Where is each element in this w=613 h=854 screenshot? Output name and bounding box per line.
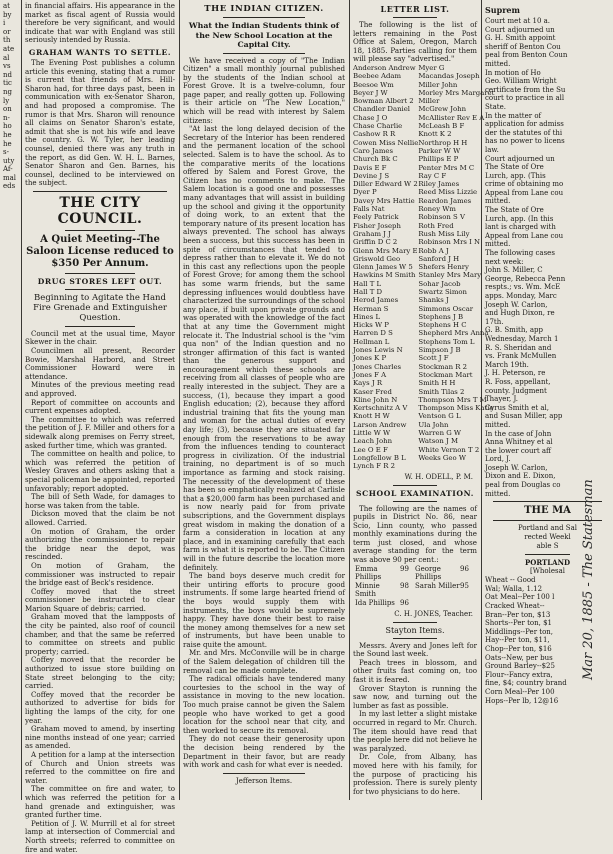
letter-name: Cowen Miss Nellie [353, 138, 419, 147]
cut-off-text-fragment: eds [3, 182, 16, 191]
market-subheading-line: able S [536, 542, 559, 551]
names-left-list [353, 64, 418, 471]
wholesale-heading: [Wholesal [529, 567, 566, 576]
letter-name: Robinson Mrs I N [418, 238, 481, 247]
letter-name: Ray C F [418, 171, 447, 180]
stayton-paragraph: Peach trees in blossom, and other fruits fast coming on, too fast it is feared. [353, 657, 477, 685]
court-proceedings-line: county. Judgment [485, 386, 547, 395]
russia-paragraph: in financial affairs. His appearance in the market as fiscal agent of Russia would therefore be very significant, and would indicate that war with England was still seriously intended by Russia. [25, 1, 175, 45]
letter-name: Robb A J [418, 246, 449, 255]
cut-off-text-fragment: he [3, 139, 12, 148]
letter-name: Swartz Simon [418, 287, 467, 296]
letter-name: McAllister Rev E A [418, 113, 485, 122]
letter-name: Stanley Mrs Mary [418, 271, 482, 280]
letter-name: Griffin D C 2 [353, 238, 398, 247]
pupil-score: 95 [460, 581, 469, 590]
court-proceedings-line: The following cases [485, 249, 555, 258]
council-minute-paragraph: Graham moved that the lampposts of the city be painted, also roof of council chamber, and that the same be referred to committee on streets and public property; carried. [25, 612, 175, 656]
court-proceedings-line: certificate from the Su [485, 85, 566, 94]
council-minute-paragraph: On motion of Graham, the commissioner was instructed to repair the bridge east of Beck's residence. [25, 560, 175, 588]
letter-name: Sanford J H [418, 254, 460, 263]
article-paragraph: "At last the long delayed decision of the Secretary of the Interior has been rendered and the permanent location of the school selected. Salem is to have the school. As to the comparative merits of the locations offered by Salem and Forest Grove, the Citizen has no comments to make. The Salem location is a good one and possesses many advantages that will assist in building up the school and giving it the opportunity of doing work, to an extent that the temporary nature of its present location has always prevented. The school has always been a success, but this success has been in spite of circumstances that tended to depress rather than to elevate it. We do not in this cast any reflections upon the people of Forest Grove; for among them the school has some warm friends, but the same depressing influences would doubtless have characterized the surroundings of the school any place, if built upon private grounds and was operated with the knowledge of the fact that at any time the Government might relocate it. The Industrial school is the "vim qua non" of the Indian question and no stronger affirmation of this fact is wanted than the generous support and encouragement which these schools are receiving from all classes of people who are really interested in the subject. They are a success, (1), because they impart a good English education; (2), because they afford industrial training that fits the young man and woman for the actual duties of every day life; (3), because they are situated far enough from the reservations to be away from the influences tending to counteract progress in civilization. Of the industrial training, no department is of so much importance as farming and stock raising. The necessity of the development of these has been so emphatically realized at Carlisle that a $20,000 farm has been purchased and is now nearly paid for from private subscriptions, and the Government displays great wisdom in making the donation of a farm a consideration in location at any place, and in examining carefully that each farm is what it is reported to be. The Citizen will in the future describe the location more definitely. [183, 124, 345, 572]
court-proceedings-line: and Hugh Dixon, re [485, 309, 555, 318]
indian-citizen-column [180, 0, 348, 800]
letter-name: Kaser Fred [353, 387, 392, 396]
price-line: Flour--Fancy extra, [485, 670, 553, 679]
council-minutes [25, 330, 175, 854]
letter-name: Little W W [353, 429, 391, 438]
divider [65, 326, 135, 327]
divider [33, 191, 167, 192]
portland-heading: PORTLAND [524, 558, 571, 568]
court-proceedings-line: Appeal from Lane cou [485, 231, 564, 240]
letter-name: Phillips E P [418, 155, 459, 164]
letter-name: Graham J J [353, 229, 391, 238]
letter-name: Beesoe Wm [353, 80, 394, 89]
letter-name: McLeash B F [418, 122, 465, 131]
court-proceedings-line: George, Rebecca Penn [485, 274, 566, 283]
price-line: Hops--Per lb, 12@16 [485, 696, 559, 705]
letter-name: Kertschnitz A V [353, 404, 408, 413]
pupil-row [353, 599, 477, 608]
cut-off-text-fragment: uty [3, 156, 15, 165]
pupil-name: Sarah Miller [415, 581, 460, 590]
letter-name: Davis E F [353, 163, 387, 172]
stayton-paragraph: Dr. Cole, from Albany, has moved here with his family, for the purpose of practicing his profession. There is surely plenty for two physicians to do here. [353, 752, 477, 796]
cut-off-text-fragment: i [3, 19, 6, 28]
letter-name: Lynch F R 2 [353, 462, 396, 471]
price-line: Shorts--Per ton, $1 [485, 619, 553, 628]
court-proceedings-line: mitted. [485, 240, 511, 249]
court-proceedings-line: Lurch, app. (In this [485, 214, 554, 223]
left-edge-column [0, 0, 22, 800]
court-proceedings-line: mitted. [485, 197, 511, 206]
letter-name: Chase J O [353, 113, 388, 122]
council-column [22, 0, 178, 854]
pupil-name: George Phillips [415, 564, 442, 582]
council-minute-paragraph: Petition of J. W. Murrill et al for street lamp at intersection of Commercial and North streets; referred to committee on fire and water. [25, 818, 175, 854]
cut-off-text-fragment: al [3, 53, 10, 62]
letter-name: Feely Patrick [353, 213, 399, 222]
letter-name: Stephens J B [418, 312, 464, 321]
cut-off-text-fragment: ng [3, 87, 12, 96]
court-proceedings-line: crime of obtaining mo [485, 180, 564, 189]
letter-name: Roth Fred [418, 221, 454, 230]
letter-name: Scott J F [418, 354, 449, 363]
letter-name: Devine J S [353, 171, 390, 180]
pupil-name: Minnie Smith [355, 581, 380, 599]
letter-name: Jones F A [353, 370, 387, 379]
graham-heading: GRAHAM WANTS TO SETTLE. [28, 47, 172, 57]
letter-name: Dyer P [353, 188, 377, 197]
letter-name: Kline John N [353, 395, 398, 404]
court-proceedings-line: mitted. [485, 59, 511, 68]
pupil-name [415, 599, 460, 608]
letter-name: Cashow R R [353, 130, 396, 139]
article-paragraph: The radical officials have tendered many courtesies to the school in the way of assistance in moving to the new location. Too much praise cannot be given the Salem people who have worked to get a good location for the school near that city, and then worked to secure its removal. [183, 674, 345, 735]
letter-name: Hall T L [353, 279, 382, 288]
letter-name: Harren D S [353, 329, 393, 338]
cut-off-text-fragment: tic [3, 79, 12, 88]
council-minute-paragraph: Councilmen all present, Recorder Bowie, Marshal Harbord, and Street Commissioner Howard were in attendance. [25, 346, 175, 381]
letter-name: Hicks W P [353, 321, 389, 330]
court-proceedings-line: has no power to licens [485, 137, 565, 146]
letter-name: Larson Andrew [353, 420, 407, 429]
court-proceedings-line: Lurch, app. (This [485, 171, 546, 180]
divider [393, 17, 437, 18]
supreme-court-title: Suprem [485, 5, 520, 15]
stayton-paragraph: In my last letter a slight mistake occurred in regard to Mr. Church. The item should have read that the people here did not believe he was paralyzed. [353, 709, 477, 753]
pupil-score [460, 599, 475, 608]
letter-name: White Vernon T 2 [418, 445, 480, 454]
cut-off-text-fragment: ly [3, 96, 10, 105]
letter-name: Watson J M [418, 437, 459, 446]
article-paragraph: We have received a copy of "The Indian Citizen" a small monthly journal published by the students of the Indian school at Forest Grove. It is a twelve-column, four page paper, and really gotten up. Following is their article on "The New Location," which will be read with interest by Salem citizens: [183, 55, 345, 125]
divider [223, 773, 305, 774]
letter-name: Robinson S V [418, 213, 465, 222]
court-proceedings-line: In the matter of [485, 111, 542, 120]
court-proceedings-line: court to practice in all [485, 94, 565, 103]
court-proceedings-line: lant is charged with [485, 223, 556, 232]
court-proceedings-line: Thayer, J. [485, 395, 518, 404]
divider [65, 230, 135, 231]
letter-name: Northrop H H [418, 138, 468, 147]
letter-name: Ula John [418, 420, 449, 429]
divider [393, 638, 437, 639]
cut-off-text-fragment: at [3, 2, 10, 10]
court-proceedings-line: Court adjourned un [485, 25, 555, 34]
letter-name: Hall T D [353, 287, 383, 296]
article-paragraph: They do not cease their generosity upon the decision being rendered by the Department in their favor, but are ready with work and cash for what ever is needed. [183, 734, 345, 770]
letter-name: Simmons Oscar [418, 304, 474, 313]
letter-name: Reed Miss Lizzie [418, 188, 478, 197]
letter-name: Rush Miss Lily [418, 229, 470, 238]
price-line: Chop--Per ton, $16 [485, 645, 552, 653]
court-proceedings-line: application for admiss [485, 120, 564, 129]
letter-name: Parker W W [418, 146, 461, 155]
price-line: Middlings--Per ton, [485, 627, 554, 636]
letter-name: Warren G W [418, 429, 462, 438]
letter-name: Kays J R [353, 379, 383, 388]
graham-paragraph: The Evening Post publishes a column article this evening, stating that a rumor is current that friends of Mrs. Hill-Sharon had, for three days past, been in communication with ex-Senator Sharon, and had proposed a compromise. The rumor is that Mrs. Sharon will renounce all claims on Senator Sharon's estate, admit that she is not his wife and leave the country. G. W. Tyler, her leading counsel, denied there was any truth in the report, as did Gen. W. H. L. Barnes, Senator Sharon and Gen. Barnes, his counsel, declined to be interviewed on the subject. [25, 57, 175, 188]
stayton-paragraph: Messrs. Avery and Jones left for the Sound last week. [353, 640, 477, 659]
court-proceedings-line: G. H. Smith appoint [485, 34, 556, 43]
letter-name: Herman S [353, 304, 389, 313]
court-proceedings-line: apps. Monday, Marc [485, 292, 557, 300]
court-proceedings-line: sheriff of Benton Cou [485, 42, 561, 51]
cut-off-text-fragment: nd [3, 70, 12, 79]
court-proceedings-line: Wednesday, March 1 [485, 334, 559, 343]
court-proceedings-line: John S. Miller, C [485, 266, 543, 275]
letter-name: Davey Mrs Hattie [353, 196, 415, 205]
court-proceedings-line: Dixon and E. Dixon, [485, 472, 556, 481]
indian-citizen-article [183, 57, 345, 770]
market-title: THE MA [524, 505, 571, 517]
divider [223, 17, 305, 18]
letter-name: Glenn James W 5 [353, 263, 413, 272]
drug-stores-heading: DRUG STORES LEFT OUT. [37, 276, 163, 286]
price-line: Oats--New, per bus [485, 653, 553, 662]
court-proceedings-line: The State of Ore [485, 206, 544, 215]
court-proceedings-line: Appeal from Lane cou [485, 188, 564, 197]
price-line: Oat Meal--Per 100 l [485, 593, 555, 602]
cut-off-text-fragment: n- [3, 113, 10, 122]
court-proceedings-line: R. Foss, appellant, [485, 377, 551, 386]
court-proceedings-line: peal from Benton Coun [485, 51, 568, 60]
council-minute-paragraph: Dickson moved that the claim be not allowed. Carried. [25, 509, 175, 527]
letter-name: Stockman R 2 [418, 362, 468, 371]
price-line: Wal; Walla, 1.12 [485, 584, 543, 593]
letter-name: Riley James [418, 180, 460, 189]
letter-name: Shefers Henry [418, 263, 469, 272]
court-proceedings-line: peal from Douglas co [485, 481, 561, 490]
divider [393, 485, 437, 486]
letter-name: Smith Tilas 2 [418, 387, 465, 396]
court-proceedings-line: Anna Whitney et al [485, 438, 553, 447]
letter-name: Longfellow B L [353, 453, 406, 462]
letter-name: Penter Mrs M C [418, 163, 475, 172]
letter-name: Ventson G L [418, 412, 461, 421]
letter-name: Stephens Tom L [418, 337, 475, 346]
school-exam-title: SCHOOL EXAMINATION. [356, 488, 474, 498]
letter-list-intro: The following is the list of letters remaining in the Post Office at Salem, Oregon, March 18, 1885. Parties calling for them will please say "advertised." [353, 20, 477, 64]
cut-off-text-fragment: by [3, 10, 12, 19]
divider [393, 622, 437, 623]
cut-off-text-fragment: ho [3, 122, 12, 131]
council-minute-paragraph: The committee on health and police, to which was referred the petition of Wesley Graves and others asking that a special policeman be appointed, reported unfavorably; report adopted. [25, 449, 175, 493]
price-line: Hay--Per ton, $11, [485, 636, 550, 645]
council-minute-paragraph: The committee on fire and water, to which was referred the petition for a hand grenade and extinguisher, was granted further time. [25, 784, 175, 820]
stayton-paragraph: Grover Stayton is running the saw now, and turning out the lumber as fast as possible. [353, 683, 477, 710]
cut-off-text-fragment: he [3, 130, 12, 139]
letter-name: Reardon James [418, 196, 472, 205]
pupil-row [353, 582, 477, 599]
school-exam-intro: The following are the names of pupils in District No. 86, near Scio, Linn county, who passed monthly examinations during the term just closed, and whose average standing for the term was above 90 per cent.: [353, 503, 477, 565]
letter-name: Church Bk C [353, 155, 398, 164]
court-proceedings-line: R. S. Sheridan and [485, 343, 552, 352]
court-proceedings-line: Cyrus Smith et al, [485, 403, 550, 412]
divider [393, 501, 437, 502]
council-minute-paragraph: Council met at the usual time, Mayor Skewer in the chair. [25, 328, 175, 347]
price-line: fine, $4; country brand [485, 679, 567, 688]
court-proceedings-line: vs. Frank McMullen [485, 352, 557, 361]
pupil-score: 99 [400, 564, 409, 573]
stayton-items-heading: Stayton Items. [385, 625, 445, 635]
letter-name: Miller [418, 97, 440, 106]
court-proceedings-line: next week: [485, 257, 524, 266]
price-line: Wheat -- Good [485, 576, 536, 585]
court-proceedings-line: The State of Ore [485, 163, 544, 172]
letter-name: Anderson Andrew [353, 63, 416, 72]
letter-name: Glenn Mrs Mary E [353, 246, 418, 255]
letter-name: Miller John [418, 80, 458, 89]
indian-citizen-title: THE INDIAN CITIZEN. [204, 4, 324, 14]
letter-name: Weeks Geo W [418, 453, 466, 462]
price-line: Bran--Per ton, $13 [485, 610, 551, 619]
court-proceedings-line: law. [485, 145, 499, 154]
jefferson-items-heading: Jefferson Items. [235, 776, 293, 785]
teacher-signature: C. H. JONES, Teacher. [394, 609, 473, 618]
council-minute-paragraph: Coffey moved that the recorder be authorized to issue store building on State street belonging to the city; carried. [25, 655, 175, 691]
letter-name: Jones Charles [353, 362, 402, 371]
letter-name: Diller Edward W 2 [353, 180, 418, 189]
letter-name: Roney Wm [418, 205, 456, 214]
court-proceedings-line: mitted. [485, 420, 511, 429]
letter-name: Simpson J B [418, 346, 461, 355]
council-minute-paragraph: The committee to which was referred the petition of J. F. Miller and others for a sidewalk along premises on Ferry street, asked further time, which was granted. [25, 414, 175, 450]
letter-name: Myer G [418, 63, 445, 72]
postmaster-signature: W. H. ODELL, P. M. [404, 472, 473, 481]
court-proceedings-line: Court adjourned un [485, 154, 555, 163]
council-title: THE CITY COUNCIL. [57, 194, 143, 227]
pupil-score: 96 [460, 564, 469, 573]
letter-name: Jones Lewis N [353, 346, 403, 355]
letter-name: McGrew John [418, 105, 467, 114]
letter-name: Beebee Adam [353, 72, 402, 81]
letter-name: Griswold Geo [353, 254, 401, 263]
divider [525, 554, 570, 555]
market-subheading-line: rected Weekl [524, 533, 571, 542]
pupil-score: 98 [400, 581, 409, 590]
grenade-subheading: Beginning to Agitate the Hand Fire Grenade and Extinguisher Question. [33, 292, 167, 323]
price-line: Cracked Wheat-- [485, 602, 545, 611]
court-proceedings-line: Lord, J. [485, 455, 511, 464]
cut-off-text-fragment: on [3, 105, 12, 114]
handwritten-date-annotation: Mar 20, 1885 - The Statesman [581, 479, 596, 680]
council-minute-paragraph: On motion of Graham, the order authorizing the commissioner to repair the bridge near the depot, was rescinded. [25, 526, 175, 562]
price-line: Corn Meal--Per 100 [485, 687, 555, 696]
letter-name: Beyer J W [353, 88, 388, 97]
court-proceedings-line: In the case of John [485, 429, 552, 438]
pupil-name: Emma Phillips [355, 564, 382, 582]
cut-off-text-fragment: or [3, 27, 11, 36]
price-line: Ground Barley--$25 [485, 662, 555, 671]
court-proceedings-line: Geo. William Wright [485, 77, 557, 86]
letter-name: Chase Charlie [353, 122, 403, 131]
court-proceedings-line: Court met at 10 a. [485, 17, 551, 25]
article-paragraph: The band boys deserve much credit for their untiring efforts to procure good instruments. If some large hearted friend of the boys would supply them with instruments, the boys would be supremely happy. They have done their best to raise the money among themselves for a new set of instruments, but have been unable to raise quite the amount. [183, 571, 345, 649]
cut-off-text-fragment: th [3, 36, 11, 45]
court-proceedings-line: mitted. [485, 489, 511, 498]
council-subheading: A Quiet Meeting--The Saloon License reduced to $350 Per Annum. [26, 233, 174, 269]
letter-name: Herod James [353, 296, 399, 305]
court-proceedings-line: Joseph W. Carlon, [485, 463, 548, 472]
letter-name: Morley Mrs Margaret [418, 88, 495, 97]
council-minute-paragraph: The bill of Seth Wade, for damages to horse was taken from the table. [25, 492, 175, 510]
court-proceedings-line: and Susan Miller, app [485, 412, 563, 421]
letter-name: Hawkins M Smith [353, 271, 416, 280]
cut-off-text-fragment: ate [3, 44, 15, 53]
cut-off-text-fragment: Af- [3, 165, 13, 174]
court-proceedings-line: March 19th. [485, 360, 529, 369]
court-proceedings-line: Joseph W. Carlon, [485, 300, 548, 309]
letter-name: Lee O E F [353, 445, 388, 454]
council-minute-paragraph: Coffey moved that the street commissioner be instructed to clear Marion Square of debris; carried. [25, 586, 175, 613]
cut-off-text-fragment: mal [3, 173, 17, 182]
pupil-score: 96 [400, 599, 409, 608]
court-proceedings-line: the lower court aff [485, 446, 552, 455]
letter-name: Hellman L [353, 337, 390, 346]
cut-off-text-fragment: vs [3, 62, 11, 71]
letter-name: Leach John [353, 437, 393, 446]
indian-citizen-subheading: What the Indian Students think of the New School Location at the Capital City. [188, 21, 340, 49]
divider [65, 289, 135, 290]
council-minute-paragraph: Coffey moved that the recorder be authorized to advertise for bids for lighting the lamps of the city, for one year. [25, 689, 175, 725]
council-minute-paragraph: Graham moved to amend, by inserting nine months instead of one year; carried as amended. [25, 724, 175, 751]
article-paragraph: Mr. and Mrs. McConville will be in charge of the Salem delegation of children till the removal can be made complete. [183, 648, 345, 675]
council-minute-paragraph: Minutes of the previous meeting read and approved. [25, 380, 175, 399]
court-proceedings-line: G. B. Smith, app [485, 326, 543, 335]
court-proceedings-line: In motion of Ho [485, 68, 541, 77]
letter-name: Macandas Joseph [418, 72, 480, 81]
letter-name: Smith H H [418, 379, 456, 388]
letter-name: Thompson Miss Katie [418, 404, 494, 413]
pupil-list [353, 565, 477, 608]
stayton-items [353, 642, 477, 797]
letter-name: Thompson Mrs T M [418, 395, 487, 404]
letter-name: Stockman Mart [418, 370, 473, 379]
letter-name: Hines L [353, 312, 381, 321]
divider [223, 53, 305, 54]
letter-name: Bowman Albert 2 [353, 97, 414, 106]
pupil-name: Ida Phillips [355, 599, 395, 608]
letter-name: Falls Nat [353, 205, 385, 214]
divider [65, 273, 135, 274]
letter-list-title: LETTER LIST. [380, 4, 450, 14]
council-minute-paragraph: A petition for a lamp at the intersection of Church and Union streets was referred to the committee on fire and water. [25, 749, 175, 785]
letter-name: Caro James [353, 146, 394, 155]
letter-name: Shepherd Mrs Anna [418, 329, 489, 338]
letter-name: Fisher Joseph [353, 221, 401, 230]
letter-name: Knott K 2 [418, 130, 452, 139]
court-proceedings-line: J. H. Peterson, re [485, 369, 546, 378]
court-proceedings-line: der the statutes of thi [485, 128, 563, 137]
letter-name: Shanks J [418, 296, 449, 305]
court-proceedings-line: respts.; vs. Wm. McE [485, 283, 561, 292]
market-subheading-line: Portland and Sal [517, 524, 578, 533]
letter-name: Sohar Jacob [418, 279, 461, 288]
court-proceedings-line: State. [485, 102, 506, 111]
letter-name: Jones K P [353, 354, 387, 363]
letter-name: Stephens H C [418, 321, 467, 330]
letter-name: Knott H W [353, 412, 390, 421]
council-minute-paragraph: Report of committee on accounts and current expenses adopted. [25, 397, 175, 416]
cut-off-text-fragment: s- [3, 148, 9, 157]
pupil-row [353, 565, 477, 582]
court-proceedings-line: 17th. [485, 317, 504, 326]
letter-name: Chandler Daniel [353, 105, 410, 114]
